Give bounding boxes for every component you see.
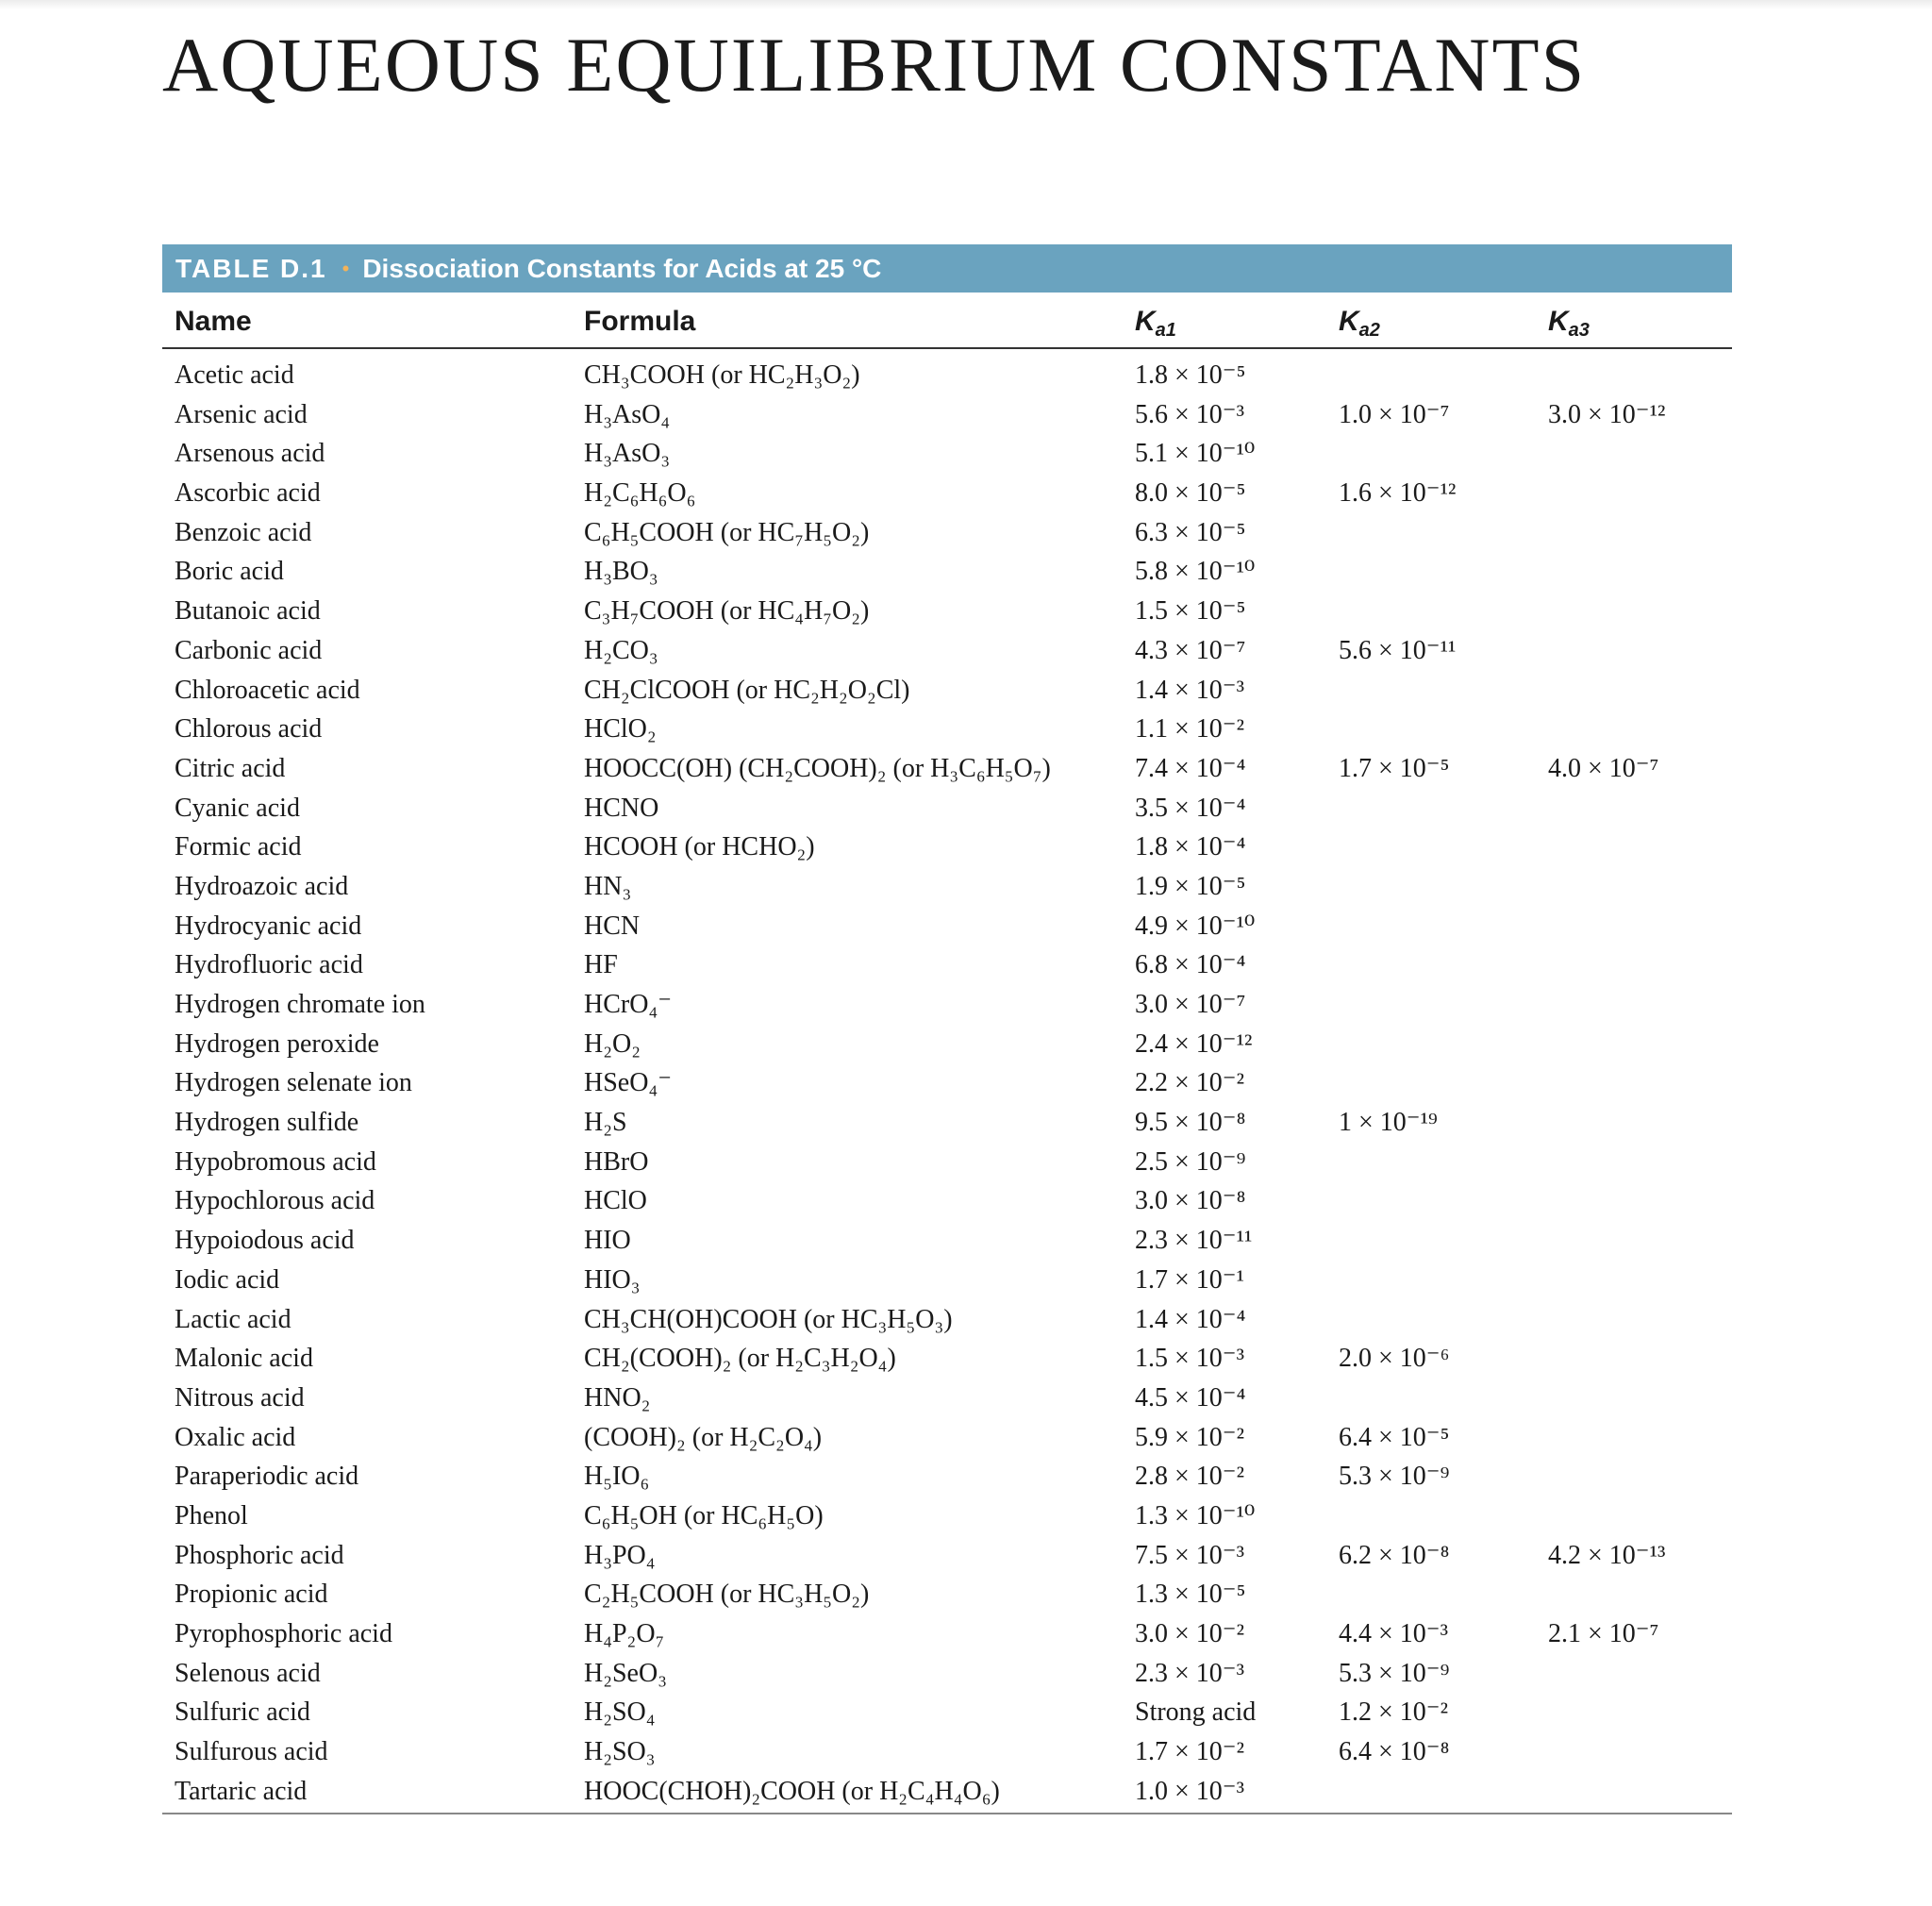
ka2-value: 2.0 × 10⁻⁶ bbox=[1339, 1344, 1450, 1374]
acid-name: Sulfuric acid bbox=[175, 1697, 310, 1728]
table-row bbox=[162, 1496, 1732, 1536]
ka3-value: 3.0 × 10⁻¹² bbox=[1548, 399, 1666, 429]
table-row bbox=[162, 513, 1732, 553]
table-row bbox=[162, 1025, 1732, 1064]
ka1-value: 2.5 × 10⁻⁹ bbox=[1135, 1146, 1246, 1177]
ka1-value: 1.5 × 10⁻⁵ bbox=[1135, 596, 1246, 627]
table-caption-banner bbox=[162, 244, 1732, 293]
table-row bbox=[162, 1772, 1732, 1812]
acid-name: Oxalic acid bbox=[175, 1422, 296, 1452]
page-title: AQUEOUS EQUILIBRIUM CONSTANTS bbox=[162, 22, 1587, 108]
acid-formula: HClO₂ bbox=[584, 714, 657, 744]
acid-name: Chlorous acid bbox=[175, 714, 323, 744]
acid-name: Citric acid bbox=[175, 753, 286, 783]
acid-formula: HClO bbox=[584, 1186, 647, 1216]
table-bottom-rule bbox=[162, 1813, 1732, 1814]
acid-name: Arsenous acid bbox=[175, 439, 325, 469]
acid-name: Chloroacetic acid bbox=[175, 675, 360, 705]
acid-name: Selenous acid bbox=[175, 1658, 321, 1688]
ka1-value: 4.9 × 10⁻¹⁰ bbox=[1135, 911, 1256, 941]
ka1-value: 1.0 × 10⁻³ bbox=[1135, 1776, 1244, 1806]
ka1-value: 6.8 × 10⁻⁴ bbox=[1135, 950, 1246, 980]
table-row bbox=[162, 395, 1732, 435]
table-row bbox=[162, 434, 1732, 474]
acid-name: Hydrogen sulfide bbox=[175, 1108, 359, 1138]
ka1-value: 2.2 × 10⁻² bbox=[1135, 1068, 1244, 1098]
ka2-value: 6.2 × 10⁻⁸ bbox=[1339, 1540, 1450, 1570]
acid-formula: H₂CO₃ bbox=[584, 635, 658, 665]
table-row bbox=[162, 1339, 1732, 1379]
acid-formula: H₃AsO₃ bbox=[584, 439, 671, 469]
table-row bbox=[162, 789, 1732, 828]
acid-name: Hydroazoic acid bbox=[175, 871, 349, 901]
ka1-value: 5.1 × 10⁻¹⁰ bbox=[1135, 439, 1256, 469]
acid-formula: CH₂ClCOOH (or HC₂H₂O₂Cl) bbox=[584, 675, 910, 705]
ka1-value: 1.5 × 10⁻³ bbox=[1135, 1344, 1244, 1374]
acid-formula: H₂SO₃ bbox=[584, 1737, 656, 1767]
ka2-value: 6.4 × 10⁻⁵ bbox=[1339, 1422, 1450, 1452]
ka1-value: 3.0 × 10⁻² bbox=[1135, 1619, 1244, 1648]
ka1-value: 1.1 × 10⁻² bbox=[1135, 714, 1244, 744]
acid-name: Propionic acid bbox=[175, 1580, 328, 1610]
table-row bbox=[162, 1063, 1732, 1103]
acid-name: Arsenic acid bbox=[175, 399, 308, 429]
acid-formula: H₃AsO₄ bbox=[584, 399, 671, 429]
acid-formula: H₂O₂ bbox=[584, 1028, 641, 1059]
header-name: Name bbox=[175, 306, 252, 337]
table-row bbox=[162, 552, 1732, 592]
ka1-value: 6.3 × 10⁻⁵ bbox=[1135, 517, 1246, 547]
ka1-value: 7.5 × 10⁻³ bbox=[1135, 1540, 1244, 1570]
acid-name: Formic acid bbox=[175, 832, 302, 862]
acid-formula: HF bbox=[584, 950, 618, 980]
acid-formula: H₂C₆H₆O₆ bbox=[584, 478, 696, 509]
acid-name: Hypochlorous acid bbox=[175, 1186, 375, 1216]
acid-formula: HBrO bbox=[584, 1146, 649, 1177]
table-row bbox=[162, 592, 1732, 631]
table-row bbox=[162, 1300, 1732, 1340]
header-ka2-symbol: K bbox=[1339, 306, 1359, 337]
acid-formula: CH₃COOH (or HC₂H₃O₂) bbox=[584, 360, 860, 390]
table-caption: Dissociation Constants for Acids at 25 °C bbox=[362, 253, 882, 283]
acid-name: Malonic acid bbox=[175, 1344, 313, 1374]
ka1-value: 5.6 × 10⁻³ bbox=[1135, 399, 1244, 429]
acid-formula: H₃BO₃ bbox=[584, 557, 658, 587]
ka2-value: 6.4 × 10⁻⁸ bbox=[1339, 1737, 1450, 1767]
acid-formula: HCNO bbox=[584, 793, 659, 823]
header-ka1-subscript: a1 bbox=[1155, 320, 1176, 341]
ka1-value: 1.3 × 10⁻¹⁰ bbox=[1135, 1500, 1256, 1530]
acid-formula: HOOCC(OH) (CH₂COOH)₂ (or H₃C₆H₅O₇) bbox=[584, 753, 1051, 783]
header-formula: Formula bbox=[584, 306, 696, 337]
acid-formula: (COOH)₂ (or H₂C₂O₄) bbox=[584, 1422, 823, 1452]
acid-formula: HN₃ bbox=[584, 871, 632, 901]
acid-name: Carbonic acid bbox=[175, 635, 323, 665]
table-row bbox=[162, 710, 1732, 749]
acid-name: Benzoic acid bbox=[175, 517, 312, 547]
acid-name: Butanoic acid bbox=[175, 596, 321, 627]
acid-name: Hydrogen selenate ion bbox=[175, 1068, 412, 1098]
acid-formula: H₂S bbox=[584, 1108, 627, 1138]
table-row bbox=[162, 1536, 1732, 1576]
table-row bbox=[162, 356, 1732, 395]
ka1-value: 5.9 × 10⁻² bbox=[1135, 1422, 1244, 1452]
acid-name: Hydrogen peroxide bbox=[175, 1028, 379, 1059]
table-row bbox=[162, 1181, 1732, 1221]
acid-name: Pyrophosphoric acid bbox=[175, 1619, 392, 1648]
table-row bbox=[162, 1261, 1732, 1300]
acid-name: Hydrofluoric acid bbox=[175, 950, 363, 980]
table-row bbox=[162, 867, 1732, 907]
ka1-value: 1.7 × 10⁻¹ bbox=[1135, 1264, 1244, 1295]
ka2-value: 4.4 × 10⁻³ bbox=[1339, 1619, 1448, 1648]
ka2-value: 1.6 × 10⁻¹² bbox=[1339, 478, 1457, 509]
table-number: TABLE D.1 bbox=[175, 253, 327, 283]
table-header-row bbox=[162, 300, 1732, 349]
table-row bbox=[162, 1457, 1732, 1496]
acid-formula: CH₃CH(OH)COOH (or HC₃H₅O₃) bbox=[584, 1304, 953, 1334]
header-ka2 bbox=[1339, 306, 1380, 341]
ka3-value: 4.0 × 10⁻⁷ bbox=[1548, 753, 1659, 783]
acid-name: Lactic acid bbox=[175, 1304, 291, 1334]
acid-formula: H₄P₂O₇ bbox=[584, 1619, 665, 1648]
ka1-value: Strong acid bbox=[1135, 1697, 1257, 1728]
acid-name: Hydrogen chromate ion bbox=[175, 990, 425, 1019]
ka1-value: 1.3 × 10⁻⁵ bbox=[1135, 1580, 1246, 1610]
ka1-value: 2.3 × 10⁻¹¹ bbox=[1135, 1226, 1253, 1256]
acid-formula: HIO bbox=[584, 1226, 631, 1256]
acid-formula: CH₂(COOH)₂ (or H₂C₃H₂O₄) bbox=[584, 1344, 896, 1374]
table-row bbox=[162, 945, 1732, 985]
table-row bbox=[162, 1418, 1732, 1458]
table-row bbox=[162, 1103, 1732, 1143]
table-row bbox=[162, 1575, 1732, 1614]
ka1-value: 2.4 × 10⁻¹² bbox=[1135, 1028, 1253, 1059]
acid-formula: HCOOH (or HCHO₂) bbox=[584, 832, 815, 862]
ka1-value: 2.3 × 10⁻³ bbox=[1135, 1658, 1244, 1688]
acid-formula: HOOC(CHOH)₂COOH (or H₂C₄H₄O₆) bbox=[584, 1776, 1000, 1806]
table-row bbox=[162, 1654, 1732, 1694]
acid-name: Sulfurous acid bbox=[175, 1737, 328, 1767]
ka1-value: 5.8 × 10⁻¹⁰ bbox=[1135, 557, 1256, 587]
table-row bbox=[162, 749, 1732, 789]
ka1-value: 4.5 × 10⁻⁴ bbox=[1135, 1382, 1246, 1413]
ka1-value: 1.7 × 10⁻² bbox=[1135, 1737, 1244, 1767]
table-row bbox=[162, 474, 1732, 513]
ka1-value: 1.8 × 10⁻⁴ bbox=[1135, 832, 1246, 862]
ka1-value: 1.4 × 10⁻³ bbox=[1135, 675, 1244, 705]
ka1-value: 3.0 × 10⁻⁸ bbox=[1135, 1186, 1246, 1216]
table-row bbox=[162, 1379, 1732, 1418]
ka2-value: 5.6 × 10⁻¹¹ bbox=[1339, 635, 1457, 665]
acid-formula: C₂H₅COOH (or HC₃H₅O₂) bbox=[584, 1580, 870, 1610]
acid-name: Hypobromous acid bbox=[175, 1146, 376, 1177]
table-row bbox=[162, 1693, 1732, 1732]
acid-name: Nitrous acid bbox=[175, 1382, 305, 1413]
table-body bbox=[162, 356, 1732, 1811]
ka1-value: 1.4 × 10⁻⁴ bbox=[1135, 1304, 1246, 1334]
ka1-value: 2.8 × 10⁻² bbox=[1135, 1462, 1244, 1492]
acid-name: Hypoiodous acid bbox=[175, 1226, 355, 1256]
acid-name: Paraperiodic acid bbox=[175, 1462, 359, 1492]
table-row bbox=[162, 1143, 1732, 1182]
ka3-value: 4.2 × 10⁻¹³ bbox=[1548, 1540, 1666, 1570]
ka1-value: 1.8 × 10⁻⁵ bbox=[1135, 360, 1246, 390]
acid-name: Iodic acid bbox=[175, 1264, 280, 1295]
acid-formula: H₂SeO₃ bbox=[584, 1658, 667, 1688]
table-row bbox=[162, 1221, 1732, 1261]
acid-formula: HNO₂ bbox=[584, 1382, 651, 1413]
page-top-shadow bbox=[0, 0, 1932, 9]
ka1-value: 3.0 × 10⁻⁷ bbox=[1135, 990, 1246, 1019]
table-row bbox=[162, 1614, 1732, 1654]
table-row bbox=[162, 631, 1732, 671]
header-ka3-subscript: a3 bbox=[1568, 320, 1590, 341]
table-row bbox=[162, 671, 1732, 711]
caption-bullet: • bbox=[341, 256, 350, 280]
acid-formula: HIO₃ bbox=[584, 1264, 641, 1295]
acid-formula: H₂SO₄ bbox=[584, 1697, 656, 1728]
acid-name: Cyanic acid bbox=[175, 793, 300, 823]
acid-name: Ascorbic acid bbox=[175, 478, 321, 509]
acid-name: Phosphoric acid bbox=[175, 1540, 344, 1570]
acid-name: Tartaric acid bbox=[175, 1776, 308, 1806]
ka1-value: 3.5 × 10⁻⁴ bbox=[1135, 793, 1246, 823]
ka1-value: 8.0 × 10⁻⁵ bbox=[1135, 478, 1246, 509]
ka3-value: 2.1 × 10⁻⁷ bbox=[1548, 1619, 1659, 1648]
table-row bbox=[162, 828, 1732, 867]
header-ka1 bbox=[1135, 306, 1176, 341]
header-ka1-symbol: K bbox=[1135, 306, 1156, 337]
table-row bbox=[162, 907, 1732, 946]
header-ka3 bbox=[1548, 306, 1590, 341]
ka2-value: 5.3 × 10⁻⁹ bbox=[1339, 1462, 1450, 1492]
acid-formula: C₃H₇COOH (or HC₄H₇O₂) bbox=[584, 596, 870, 627]
ka2-value: 1.2 × 10⁻² bbox=[1339, 1697, 1448, 1728]
header-ka2-subscript: a2 bbox=[1358, 320, 1380, 341]
header-ka3-symbol: K bbox=[1548, 306, 1569, 337]
ka1-value: 1.9 × 10⁻⁵ bbox=[1135, 871, 1246, 901]
acid-name: Acetic acid bbox=[175, 360, 294, 390]
table-row bbox=[162, 1732, 1732, 1772]
ka1-value: 7.4 × 10⁻⁴ bbox=[1135, 753, 1246, 783]
acid-name: Hydrocyanic acid bbox=[175, 911, 362, 941]
acid-formula: HCN bbox=[584, 911, 641, 941]
acid-formula: C₆H₅COOH (or HC₇H₅O₂) bbox=[584, 517, 870, 547]
acid-formula: H₅IO₆ bbox=[584, 1462, 650, 1492]
acid-formula: H₃PO₄ bbox=[584, 1540, 656, 1570]
ka1-value: 4.3 × 10⁻⁷ bbox=[1135, 635, 1246, 665]
table-row bbox=[162, 985, 1732, 1025]
ka1-value: 9.5 × 10⁻⁸ bbox=[1135, 1108, 1246, 1138]
ka2-value: 5.3 × 10⁻⁹ bbox=[1339, 1658, 1450, 1688]
ka2-value: 1 × 10⁻¹⁹ bbox=[1339, 1108, 1438, 1138]
ka2-value: 1.7 × 10⁻⁵ bbox=[1339, 753, 1450, 783]
acid-name: Boric acid bbox=[175, 557, 284, 587]
ka2-value: 1.0 × 10⁻⁷ bbox=[1339, 399, 1450, 429]
acid-formula: C₆H₅OH (or HC₆H₅O) bbox=[584, 1500, 824, 1530]
acid-name: Phenol bbox=[175, 1500, 248, 1530]
acid-formula: HSeO₄⁻ bbox=[584, 1068, 672, 1098]
acid-formula: HCrO₄⁻ bbox=[584, 990, 672, 1019]
